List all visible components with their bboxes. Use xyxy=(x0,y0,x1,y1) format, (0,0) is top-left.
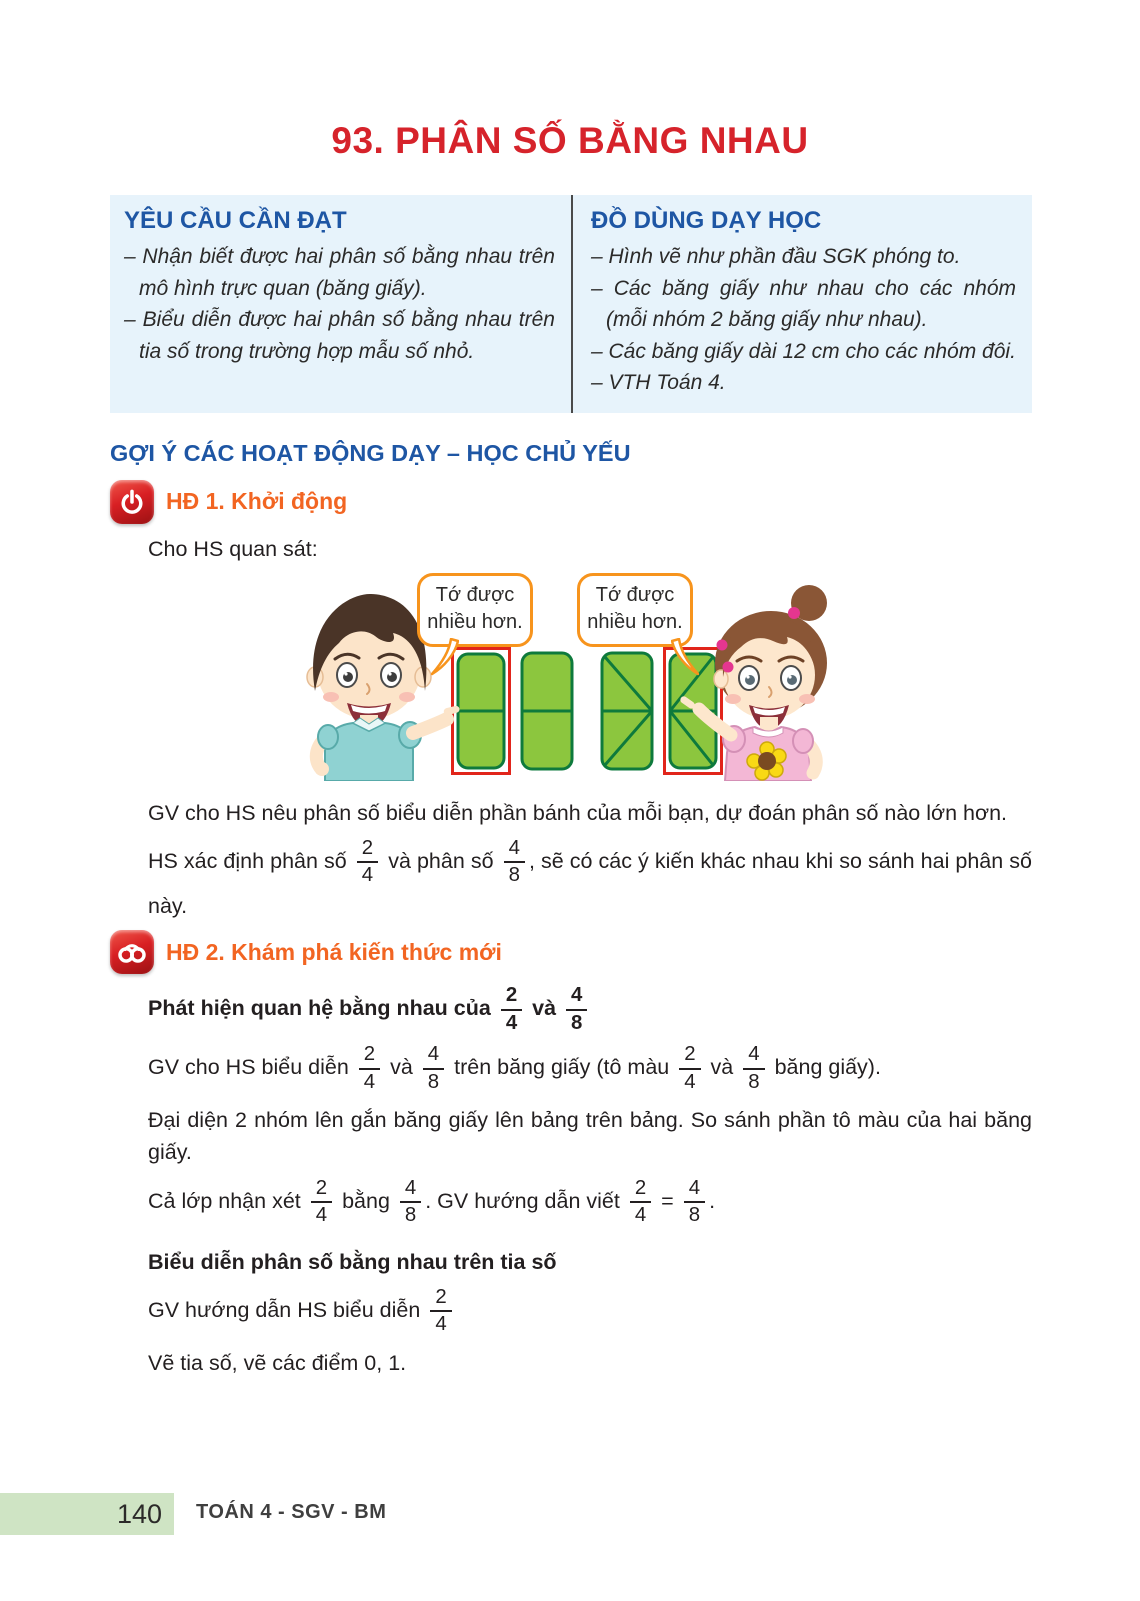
page-title: 93. PHÂN SỐ BẰNG NHAU xyxy=(331,120,809,161)
materials-column xyxy=(571,195,1032,413)
requirement-item: – Biểu diễn được hai phân số bằng nhau trên tia số trong trường hợp mẫu số nhỏ. xyxy=(124,308,555,363)
kids-comparing-strips-illustration xyxy=(261,573,881,785)
girl-character xyxy=(677,577,865,781)
fraction: $\frac{2}{4}$ xyxy=(359,1041,380,1096)
paragraph: GV cho HS nêu phân số biểu diễn phần bánh của mỗi bạn, dự đoán phân số nào lớn hơn. xyxy=(148,800,1008,825)
requirements-column xyxy=(110,195,571,413)
subheading-discover: Phát hiện quan hệ bằng nhau của $\frac{2}{4}$ và $\frac{4}{8}$ xyxy=(148,982,1032,1037)
requirements-box xyxy=(110,195,1032,413)
fraction: $\frac{2}{4}$ xyxy=(357,835,378,890)
activity-1-label: HĐ 1. Khởi động xyxy=(166,488,348,514)
fraction: $\frac{4}{8}$ xyxy=(400,1175,421,1230)
paragraph: Đại diện 2 nhóm lên gắn băng giấy lên bảng trên bảng. So sánh phần tô màu của hai băng giấy. xyxy=(148,1108,1032,1165)
material-item: – Các băng giấy như nhau cho các nhóm (mỗi nhóm 2 băng giấy như nhau). xyxy=(591,276,1016,331)
fraction: $\frac{2}{4}$ xyxy=(679,1041,700,1096)
speech-tail-right xyxy=(671,638,699,678)
requirement-item: – Nhận biết được hai phân số bằng nhau trên mô hình trực quan (băng giấy). xyxy=(124,245,555,300)
speech-bubble-girl xyxy=(577,573,693,647)
fraction: $\frac{2}{4}$ xyxy=(630,1175,651,1230)
paragraph: GV hướng dẫn HS biểu diễn $\frac{2}{4}$ xyxy=(148,1284,1032,1339)
fraction: $\frac{4}{8}$ xyxy=(684,1175,705,1230)
activity-2-header xyxy=(110,930,1032,974)
activity-1-header xyxy=(110,480,1032,524)
fraction: $\frac{2}{4}$ xyxy=(430,1284,451,1339)
activity-2-label: HĐ 2. Khám phá kiến thức mới xyxy=(166,938,502,965)
section-heading: GỢI Ý CÁC HOẠT ĐỘNG DẠY – HỌC CHỦ YẾU xyxy=(110,439,631,466)
speech-bubble-girl-text: Tớ được nhiều hơn. xyxy=(587,583,683,633)
page-number: 140 xyxy=(116,1498,162,1529)
paragraph: Cả lớp nhận xét $\frac{2}{4}$ bằng $\frac{4}{8}$ . GV hướng dẫn viết $\frac{2}{4}$ = $\frac{4}{8}$ . xyxy=(148,1175,1032,1230)
fraction: $\frac{4}{8}$ xyxy=(504,835,525,890)
requirements-heading: YÊU CẦU CẦN ĐẠT xyxy=(124,207,347,234)
paragraph: Vẽ tia số, vẽ các điểm 0, 1. xyxy=(148,1350,407,1375)
page-footer xyxy=(0,1493,1140,1537)
paper-strip-halves xyxy=(519,651,575,771)
materials-heading: ĐỒ DÙNG DẠY HỌC xyxy=(591,207,822,234)
fraction: $\frac{4}{8}$ xyxy=(743,1041,764,1096)
intro-text: Cho HS quan sát: xyxy=(148,536,318,561)
fraction: $\frac{2}{4}$ xyxy=(311,1175,332,1230)
speech-bubble-boy-text: Tớ được nhiều hơn. xyxy=(427,583,523,633)
paper-strip-fourths xyxy=(599,651,655,771)
paragraph: GV cho HS biểu diễn $\frac{2}{4}$ và $\frac{4}{8}$ trên băng giấy (tô màu $\frac{2}{4}$ và $\frac{4}{8}$ băng giấy). xyxy=(148,1041,1032,1096)
binoculars-icon-glyph xyxy=(116,936,148,968)
binoculars-icon xyxy=(110,930,154,974)
fraction: $\frac{4}{8}$ xyxy=(423,1041,444,1096)
power-icon-glyph xyxy=(117,487,147,517)
speech-tail-left xyxy=(431,638,459,678)
book-label: TOÁN 4 - SGV - BM xyxy=(196,1501,387,1523)
page-number-box xyxy=(0,1493,174,1535)
material-item: – Các băng giấy dài 12 cm cho các nhóm đôi. xyxy=(591,339,1016,363)
paragraph: HS xác định phân số $\frac{2}{4}$ và phân số $\frac{4}{8}$ , sẽ có các ý kiến khác nhau khi so sánh hai phân số này. xyxy=(148,837,1032,918)
speech-bubble-boy xyxy=(417,573,533,647)
material-item: – VTH Toán 4. xyxy=(591,371,726,394)
fraction: $\frac{4}{8}$ xyxy=(566,982,587,1037)
material-item: – Hình vẽ như phần đầu SGK phóng to. xyxy=(591,245,961,268)
fraction: $\frac{2}{4}$ xyxy=(501,982,522,1037)
power-icon xyxy=(110,480,154,524)
subheading-numberline: Biểu diễn phân số bằng nhau trên tia số xyxy=(148,1249,557,1274)
